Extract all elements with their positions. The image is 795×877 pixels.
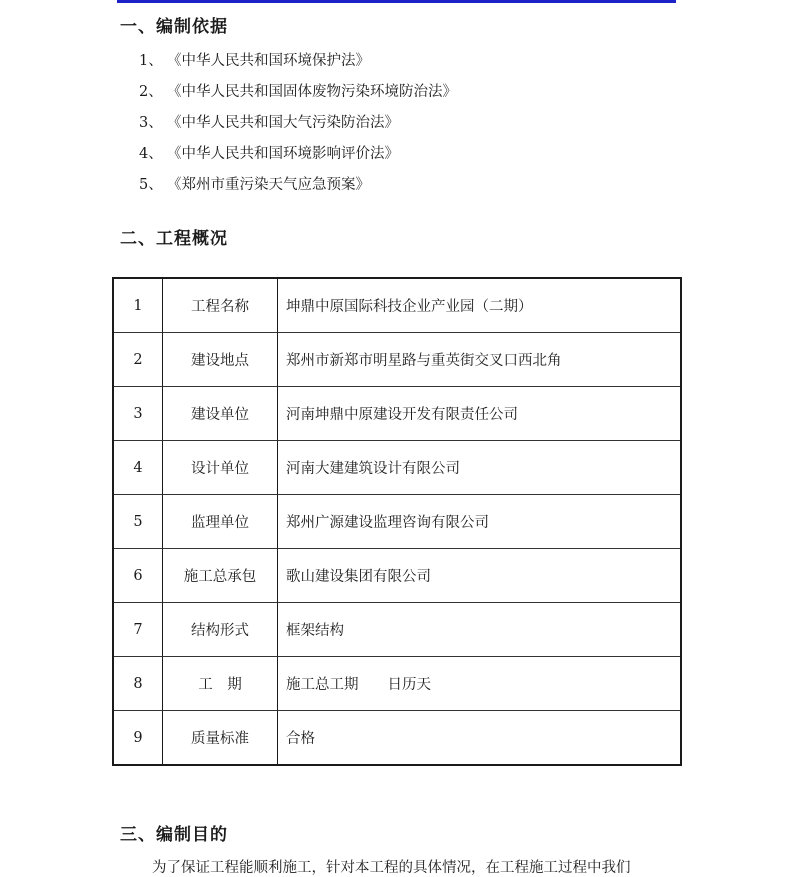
list-item — [139, 79, 457, 110]
table-row — [113, 711, 681, 766]
row-value: 郑州广源建设监理咨询有限公司 — [278, 495, 682, 549]
row-label: 设计单位 — [163, 441, 278, 495]
row-label: 建设单位 — [163, 387, 278, 441]
table-row — [113, 333, 681, 387]
section-title-overview: 二、工程概况 — [120, 229, 228, 249]
row-number: 3 — [113, 387, 163, 441]
purpose-paragraph: 为了保证工程能顺利施工，针对本工程的具体情况，在工程施工过程中我们 — [152, 860, 631, 876]
row-label: 工 期 — [163, 657, 278, 711]
row-label: 建设地点 — [163, 333, 278, 387]
list-item — [139, 48, 457, 79]
row-value: 框架结构 — [278, 603, 682, 657]
row-number: 8 — [113, 657, 163, 711]
list-item-number: 1、 — [139, 53, 163, 69]
table-row — [113, 549, 681, 603]
basis-list — [139, 48, 457, 203]
row-number: 6 — [113, 549, 163, 603]
row-number: 5 — [113, 495, 163, 549]
row-label: 结构形式 — [163, 603, 278, 657]
section-title-purpose: 三、编制目的 — [120, 825, 228, 845]
list-item — [139, 172, 457, 203]
list-item — [139, 141, 457, 172]
list-item-text: 《中华人民共和国大气污染防治法》 — [167, 115, 399, 131]
row-value: 河南坤鼎中原建设开发有限责任公司 — [278, 387, 682, 441]
project-overview-table — [112, 277, 682, 766]
table-row — [113, 657, 681, 711]
row-label: 工程名称 — [163, 278, 278, 333]
row-number: 9 — [113, 711, 163, 766]
row-value: 施工总工期 日历天 — [278, 657, 682, 711]
table-row — [113, 441, 681, 495]
row-value: 歌山建设集团有限公司 — [278, 549, 682, 603]
row-number: 1 — [113, 278, 163, 333]
row-number: 7 — [113, 603, 163, 657]
row-value: 河南大建建筑设计有限公司 — [278, 441, 682, 495]
row-value: 郑州市新郑市明星路与重英街交叉口西北角 — [278, 333, 682, 387]
row-number: 2 — [113, 333, 163, 387]
list-item-number: 4、 — [139, 146, 163, 162]
list-item-number: 2、 — [139, 84, 163, 100]
row-label: 质量标准 — [163, 711, 278, 766]
table-row — [113, 495, 681, 549]
row-value: 坤鼎中原国际科技企业产业园（二期） — [278, 278, 682, 333]
row-value: 合格 — [278, 711, 682, 766]
section-title-basis: 一、编制依据 — [120, 17, 228, 37]
table-row — [113, 278, 681, 333]
top-divider-line — [117, 0, 676, 3]
list-item-number: 3、 — [139, 115, 163, 131]
row-label: 施工总承包 — [163, 549, 278, 603]
row-label: 监理单位 — [163, 495, 278, 549]
list-item-text: 《中华人民共和国固体废物污染环境防治法》 — [167, 84, 457, 100]
list-item-text: 《中华人民共和国环境影响评价法》 — [167, 146, 399, 162]
list-item-text: 《郑州市重污染天气应急预案》 — [167, 177, 370, 193]
table-row — [113, 387, 681, 441]
list-item-text: 《中华人民共和国环境保护法》 — [167, 53, 370, 69]
list-item-number: 5、 — [139, 177, 163, 193]
row-number: 4 — [113, 441, 163, 495]
table-row — [113, 603, 681, 657]
list-item — [139, 110, 457, 141]
